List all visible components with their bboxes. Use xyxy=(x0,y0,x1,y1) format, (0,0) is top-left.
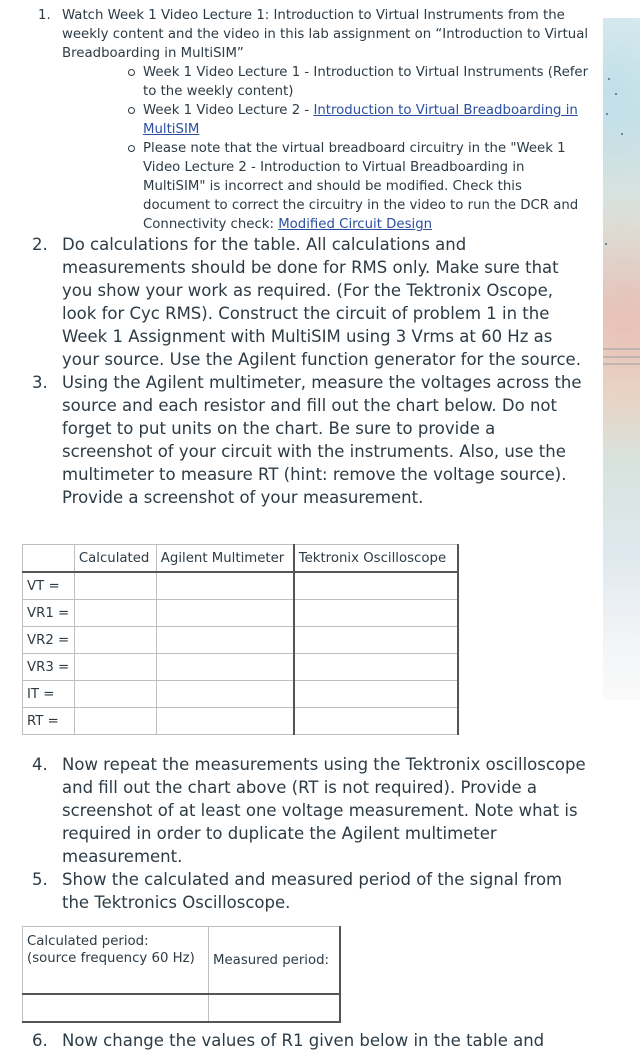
cell-tektronix[interactable] xyxy=(294,708,458,735)
period-header-row xyxy=(23,927,341,995)
item-text: Watch Week 1 Video Lecture 1: Introduction to Virtual Instruments from the weekly content and the video in this lab assignment on “Introduction to Virtual Breadboarding in MultiSIM” xyxy=(62,8,589,61)
decorative-side-image xyxy=(603,18,640,700)
instruction-item-3 xyxy=(20,371,590,509)
header-calculated: Calculated xyxy=(74,545,156,573)
row-label: VR1 = xyxy=(23,600,75,627)
header-line: Calculated period: xyxy=(27,934,149,949)
item-number: 5. xyxy=(32,870,48,889)
cell-agilent[interactable] xyxy=(156,708,293,735)
table-row xyxy=(23,572,459,600)
header-agilent: Agilent Multimeter xyxy=(156,545,293,573)
sub-item-text: Please note that the virtual breadboard circuitry in the "Week 1 Video Lecture 2 - Introduction to Virtual Breadboarding in MultiSIM" is incorrect and should be modified. Check this document to correct the circuitry in the video to run the DCR and Connectivity check: xyxy=(143,141,579,232)
cell-calculated[interactable] xyxy=(74,627,156,654)
instruction-item-1 xyxy=(20,6,590,234)
item-text: Now repeat the measurements using the Tektronix oscilloscope and fill out the chart above (RT is not required). Provide a screenshot of at least one voltage measurement. Note what is required in order to duplicate the Agilent multimeter measurement. xyxy=(62,755,586,866)
header-measured-period: Measured period: xyxy=(209,927,340,995)
cell-calculated[interactable] xyxy=(74,572,156,600)
header-calculated-period xyxy=(23,927,209,995)
row-label: VR2 = xyxy=(23,627,75,654)
sub-item-text: Week 1 Video Lecture 1 - Introduction to Virtual Instruments (Refer to the weekly content) xyxy=(143,65,589,99)
instruction-item-5 xyxy=(20,868,590,914)
cell-agilent[interactable] xyxy=(156,654,293,681)
cell-tektronix[interactable] xyxy=(294,627,458,654)
table-header-row xyxy=(23,545,459,573)
item-number: 3. xyxy=(32,373,48,392)
instructions-list-lower xyxy=(20,753,590,914)
item-text: Show the calculated and measured period of the signal from the Tektronics Oscilloscope. xyxy=(62,870,563,912)
cell-agilent[interactable] xyxy=(156,627,293,654)
header-tektronix: Tektronix Oscilloscope xyxy=(294,545,458,573)
instructions-list-middle xyxy=(20,233,590,509)
sub-list xyxy=(62,63,590,234)
table-row xyxy=(23,681,459,708)
item-number: 2. xyxy=(32,235,48,254)
cell-calculated[interactable] xyxy=(74,708,156,735)
instructions-list-bottom xyxy=(20,1029,590,1052)
row-label: IT = xyxy=(23,681,75,708)
cell-calculated[interactable] xyxy=(74,654,156,681)
table-row xyxy=(23,627,459,654)
row-label: VR3 = xyxy=(23,654,75,681)
cell-tektronix[interactable] xyxy=(294,572,458,600)
period-value-row xyxy=(23,994,341,1022)
circle-bullet-icon xyxy=(128,145,135,152)
instruction-item-4 xyxy=(20,753,590,868)
circle-bullet-icon xyxy=(128,69,135,76)
cell-agilent[interactable] xyxy=(156,600,293,627)
sub-item xyxy=(62,101,590,139)
header-line: (source frequency 60 Hz) xyxy=(27,951,195,966)
cell-calculated[interactable] xyxy=(74,681,156,708)
measurement-table xyxy=(22,544,459,735)
row-label: VT = xyxy=(23,572,75,600)
cell-agilent[interactable] xyxy=(156,681,293,708)
cell-tektronix[interactable] xyxy=(294,600,458,627)
table-row xyxy=(23,654,459,681)
cell-tektronix[interactable] xyxy=(294,654,458,681)
item-text: Do calculations for the table. All calculations and measurements should be done for RMS only. Make sure that you show your work as required. (For the Tektronix Oscope, look for Cyc RMS). Construct the circuit of problem 1 in the Week 1 Assignment with MultiSIM using 3 Vrms at 60 Hz as your source. Use the Agilent function generator for the source. xyxy=(62,235,581,369)
cell-measured-period[interactable] xyxy=(209,994,340,1022)
table-row xyxy=(23,600,459,627)
item-number: 4. xyxy=(32,755,48,774)
modified-circuit-design-link[interactable]: Modified Circuit Design xyxy=(278,217,433,232)
instruction-item-6 xyxy=(20,1029,590,1052)
item-number: 6. xyxy=(32,1031,48,1050)
sub-item-text: Week 1 Video Lecture 2 - xyxy=(143,103,314,118)
cell-agilent[interactable] xyxy=(156,572,293,600)
period-table xyxy=(22,926,341,1023)
instructions-list-top xyxy=(20,6,590,234)
item-number: 1. xyxy=(38,8,51,23)
sub-item xyxy=(62,139,590,234)
item-text: Using the Agilent multimeter, measure the voltages across the source and each resistor and fill out the chart below. Do not forget to put units on the chart. Be sure to provide a screenshot of your circuit with the instruments. Also, use the multimeter to measure RT (hint: remove the voltage source). Provide a screenshot of your measurement. xyxy=(62,373,582,507)
instruction-item-2 xyxy=(20,233,590,371)
sub-item xyxy=(62,63,590,101)
table-row xyxy=(23,708,459,735)
breadboarding-video-link[interactable]: Introduction to Virtual Breadboarding in MultiSIM xyxy=(143,103,578,137)
cell-calculated-period[interactable] xyxy=(23,994,209,1022)
header-empty xyxy=(23,545,75,573)
cell-tektronix[interactable] xyxy=(294,681,458,708)
item-text: Now change the values of R1 given below in the table and xyxy=(62,1031,545,1050)
row-label: RT = xyxy=(23,708,75,735)
circle-bullet-icon xyxy=(128,107,135,114)
cell-calculated[interactable] xyxy=(74,600,156,627)
